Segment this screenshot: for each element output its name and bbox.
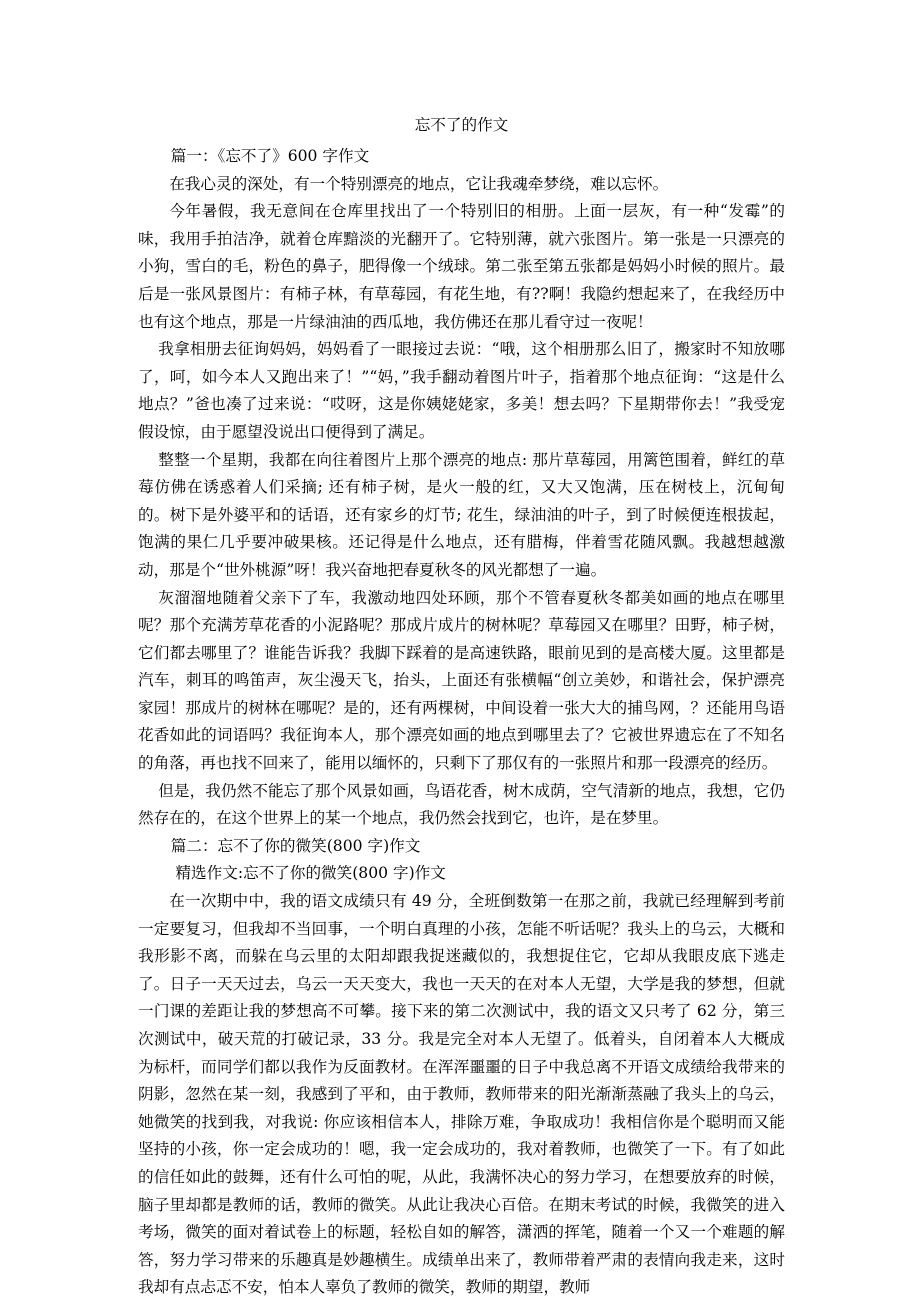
section-heading: 精选作文:忘不了你的微笑(800 字)作文: [175, 864, 446, 883]
paragraph: 灰溜溜地随着父亲下了车，我激动地四处环顾，那个不管春夏秋冬都美如画的地点在哪里呢？那个充满芳草花香的小泥路呢？那成片成片的树林呢？草莓园又在哪里？田野，柿子树，它们都去哪里了？谁能告诉我？我脚下踩着的是高速铁路，眼前见到的是高楼大厦。这里都是汽车，刺耳的鸣笛声，灰尘漫天飞，抬头，上面还有张横幅“创立美妙，和谐社会，保护漂亮家园！那成片的树林在哪呢？是的，还有两棵树，中间设着一张大大的捕鸟网，？还能用鸟语花香如此的词语吗？我征询本人，那个漂亮如画的地点到哪里去了？它被世界遗忘在了不知名的角落，再也找不回来了，能用以缅怀的，只剩下了那仅有的一张照片和那一段漂亮的经历。: [138, 588, 785, 773]
paragraph: 在一次期中中，我的语文成绩只有 49 分，全班倒数第一在那之前，我就已经理解到考前一定要复习，但我却不当回事，一个明白真理的小孩，怎能不听话呢？我头上的乌云，大概和我形影不离，而躲在乌云里的太阳却跟我捉迷藏似的，我想捉住它，它却从我眼皮底下逃走了。日子一天天过去，乌云一天天变大，我也一天天的在对本人无望，大学是我的梦想，但就一门课的差距让我的梦想高不可攀。接下来的第二次测试中，我的语文又只考了 62 分，第三次测试中，破天荒的打破记录，33 分。我是完全对本人无望了。低着头，自闭着本人大概成为标杆，而同学们都以我作为反面教材。在浑浑噩噩的日子中我总离不开语文成绩给我带来的阴影，忽然在某一刻，我感到了平和，由于教师，教师带来的阳光渐渐蒸融了我头上的乌云，她微笑的找到我，对我说: 你应该相信本人，排除万难，争取成功！我相信你是个聪明而又能坚持的小孩，你一定会成功的！嗯，我一定会成功的，我对着教师，也微笑了一下。有了如此的信任如此的鼓舞，还有什么可怕的呢，从此，我满怀决心的努力学习，在想要放弃的时候，脑子里却都是教师的话，教师的微笑。从此让我决心百倍。在期末考试的时候，我微笑的进入考场，微笑的面对着试卷上的标题，轻松自如的解答，潇洒的挥笔，随着一个又一个难题的解答，努力学习带来的乐趣真是妙趣横生。成绩单出来了，教师带着严肃的表情向我走来，这时我却有点忐忑不安，怕本人辜负了教师的微笑，教师的期望，教师: [138, 892, 785, 1297]
document-title: 忘不了的作文: [414, 116, 509, 134]
paragraph: 我拿相册去征询妈妈，妈妈看了一眼接过去说：“哦，这个相册那么旧了，搬家时不知放哪了，呵，如今本人又跑出来了！”“妈，”我手翻动着图片叶子，指着那个地点征询：“这是什么地点？”爸也凑了过来说：“哎呀，这是你姨姥姥家，多美！想去吗？下星期带你去！”我受宠假设惊，由于愿望没说出口便得到了满足。: [138, 340, 785, 441]
paragraph: 但是，我仍然不能忘了那个风景如画，鸟语花香，树木成荫，空气清新的地点，我想，它仍然存在的，在这个世界上的某一个地点，我仍然会找到它，也许，是在梦里。: [138, 781, 785, 828]
paragraph: 今年暑假，我无意间在仓库里找出了一个特别旧的相册。上面一层灰，有一种“发霉”的味，我用手拍洁净，就着仓库黯淡的光翻开了。它特别薄，就六张图片。第一张是一只漂亮的小狗，雪白的毛，粉色的鼻子，肥得像一个绒球。第二张至第五张都是妈妈小时候的照片。最后是一张风景图片：有柿子林，有草莓园，有花生地，有??啊！我隐约想起来了，在我经历中也有这个地点，那是一片绿油油的西瓜地，我仿佛还在那儿看守过一夜呢！: [138, 202, 785, 331]
section-heading: 篇一：《忘不了》600 字作文: [170, 147, 370, 165]
paragraph-list: [138, 143, 785, 1302]
document-body: [138, 107, 785, 1302]
paragraph: 整整一个星期，我都在向往着图片上那个漂亮的地点: 那片草莓园，用篱笆围着，鲜红的草莓仿佛在诱惑着人们采摘; 还有柿子树，是火一般的红，又大又饱满，压在树枝上，沉甸甸的。树下是外婆平和的话语，还有家乡的灯节; 花生，绿油油的叶子，到了时候便连根拔起，饱满的果仁几乎要冲破果核。还记得是什么地点，还有腊梅，伴着雪花随风飘。我越想越激动，那是个“世外桃源”呀！我兴奋地把春夏秋冬的风光都想了一遍。: [138, 450, 785, 579]
section-heading: 篇二：忘不了你的微笑(800 字)作文: [170, 836, 421, 855]
paragraph: 在我心灵的深处，有一个特别漂亮的地点，它让我魂牵梦绕，难以忘怀。: [169, 174, 669, 193]
